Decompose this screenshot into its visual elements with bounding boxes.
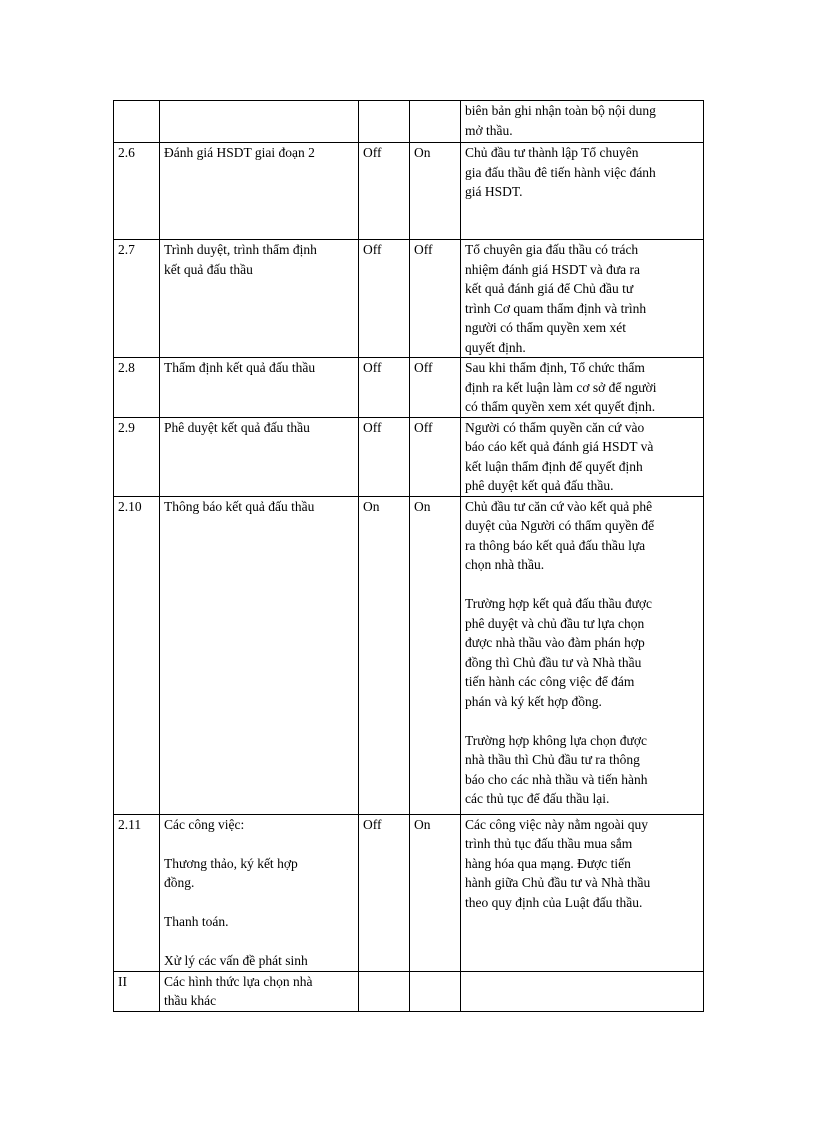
step-name [160,496,359,814]
description-line: gia đấu thầu đê tiến hành việc đánh [465,164,656,180]
description-line: Chủ đầu tư thành lập Tổ chuyên [465,145,639,160]
description-line: tiến hành các công việc để đám [465,674,635,689]
row-number: II [114,971,160,1011]
row-number: 2.11 [114,814,160,971]
step-name [160,143,359,240]
description-paragraph [465,731,699,809]
step-name [160,417,359,496]
description-line: mở thầu. [465,122,513,138]
description-line: biên bản ghi nhận toàn bộ nội dung [465,103,656,118]
table-row [114,240,704,358]
description-line: Trường hợp không lựa chọn được [465,732,647,748]
step-description [461,417,704,496]
row-number: 2.9 [114,417,160,496]
description-line: phán và ký kết hợp đồng. [465,693,602,709]
description-line: phê duyệt và chủ đầu tư lựa chọn [465,615,645,631]
row-number: 2.7 [114,240,160,358]
status-a: Off [359,240,410,358]
status-b: On [410,496,461,814]
description-paragraph [465,240,699,357]
description-line: ra thông báo kết quả đấu thầu lựa [465,537,646,553]
step-name-line: Các công việc: [164,816,245,832]
table-row [114,143,704,240]
description-line: báo cho các nhà thầu và tiến hành [465,771,648,787]
description-line: kết luận thẩm định để quyết định [465,458,643,474]
description-line: duyệt của Người có thẩm quyền để [465,518,655,533]
step-name-line: Trình duyệt, trình thẩm định [164,242,317,257]
table-row [114,417,704,496]
description-paragraph [465,358,699,417]
description-line: có thẩm quyền xem xét quyết định. [465,399,656,414]
description-line: trình Cơ quam thẩm định và trình [465,300,647,316]
step-description [461,971,704,1011]
step-name [160,101,359,143]
step-name [160,240,359,358]
description-paragraph [465,101,699,140]
description-line: Sau khi thẩm định, Tổ chức thẩm [465,360,645,375]
status-b: On [410,814,461,971]
description-line: hành giữa Chủ đầu tư và Nhà thầu [465,875,651,890]
description-line: Chủ đầu tư căn cứ vào kết quả phê [465,498,653,514]
description-paragraph [465,143,699,202]
step-name-line: Các hình thức lựa chọn nhà [164,973,313,989]
status-b [410,101,461,143]
description-line: hàng hóa qua mạng. Được tiến [465,855,631,871]
row-number: 2.10 [114,496,160,814]
step-name-line: Thương thảo, ký kết hợp [164,855,298,871]
step-name-line: Thẩm định kết quả đấu thầu [164,360,316,375]
description-line: được nhà thầu vào đàm phán hợp [465,635,645,650]
description-paragraph [465,594,699,711]
step-description [461,814,704,971]
description-line: Các công việc này nằm ngoài quy [465,816,648,832]
step-name [160,814,359,971]
step-name [160,358,359,418]
step-description [461,240,704,358]
step-name-line: Đánh giá HSDT giai đoạn 2 [164,145,315,160]
step-name-line: đồng. [164,875,195,890]
table-row [114,971,704,1011]
step-name-line: thầu khác [164,993,217,1008]
description-line: nhà thầu thì Chủ đầu tư ra thông [465,752,640,767]
status-b: Off [410,358,461,418]
description-line: chọn nhà thầu. [465,557,545,572]
description-line: định ra kết luận làm cơ sở để người [465,379,657,395]
status-a: Off [359,143,410,240]
blank-line [164,932,354,952]
status-a [359,101,410,143]
status-a [359,971,410,1011]
description-line: kết quả đánh giá để Chủ đầu tư [465,281,634,296]
step-name [160,971,359,1011]
status-a: Off [359,417,410,496]
description-line: Tổ chuyên gia đấu thầu có trách [465,242,639,257]
description-line: báo cáo kết quả đánh giá HSDT và [465,439,654,454]
description-line: quyết định. [465,339,526,355]
row-number: 2.8 [114,358,160,418]
step-description [461,143,704,240]
table-row [114,814,704,971]
row-number: 2.6 [114,143,160,240]
status-b: On [410,143,461,240]
description-line: phê duyệt kết quả đấu thầu. [465,478,614,493]
status-b: Off [410,240,461,358]
table-row [114,496,704,814]
description-line: trình thủ tục đấu thầu mua sắm [465,836,633,851]
row-number [114,101,160,143]
description-line: các thủ tục để đấu thầu lại. [465,791,610,806]
status-a: On [359,496,410,814]
description-paragraph [465,497,699,575]
step-name-line: Thanh toán. [164,914,229,929]
table-row [114,358,704,418]
status-a: Off [359,814,410,971]
status-b [410,971,461,1011]
description-line: giá HSDT. [465,184,523,199]
step-name-line: kết quả đấu thầu [164,261,253,277]
step-description [461,101,704,143]
description-line: Người có thẩm quyền căn cứ vào [465,419,645,435]
description-line: đồng thì Chủ đầu tư và Nhà thầu [465,654,642,670]
step-name-line: Thông báo kết quả đấu thầu [164,498,315,514]
step-name-line: Xử lý các vấn đề phát sinh [164,953,308,968]
step-name-line: Phê duyệt kết quả đấu thầu [164,419,310,435]
blank-line [164,834,354,854]
description-line: Trường hợp kết quả đấu thầu được [465,596,653,611]
description-line: nhiệm đánh giá HSDT và đưa ra [465,261,641,277]
description-line: theo quy định của Luật đấu thầu. [465,894,643,910]
status-a: Off [359,358,410,418]
description-paragraph [465,418,699,496]
step-description [461,358,704,418]
description-line: người có thẩm quyền xem xét [465,320,627,335]
procedure-table [113,100,704,1012]
blank-line [164,893,354,913]
status-b: Off [410,417,461,496]
description-paragraph [465,815,699,913]
step-description [461,496,704,814]
table-row [114,101,704,143]
